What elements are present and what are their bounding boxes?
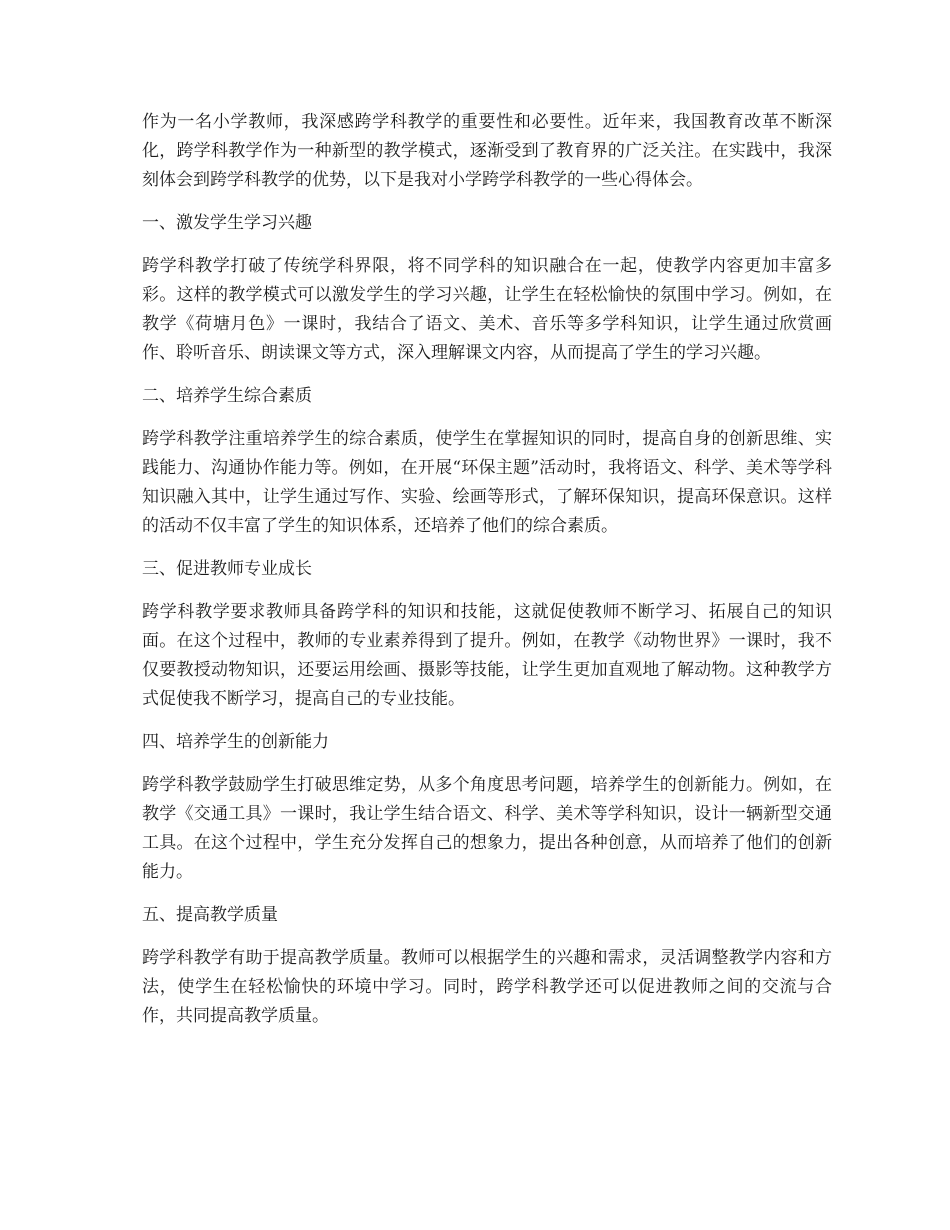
section-heading-2: 二、培养学生综合素质 (142, 386, 312, 406)
section-heading-4: 四、培养学生的创新能力 (142, 732, 329, 752)
section-paragraph-3: 跨学科教学要求教师具备跨学科的知识和技能，这就促使教师不断学习、拓展自己的知识面。在这个过程中，教师的专业素养得到了提升。例如，在教学《动物世界》一课时，我不仅要教授动物知识，还要运用绘画、摄影等技能，让学生更加直观地了解动物。这种教学方式促使我不断学习，提高自己的专业技能。 (142, 602, 832, 709)
section-paragraph-1: 跨学科教学打破了传统学科界限，将不同学科的知识融合在一起，使教学内容更加丰富多彩。这样的教学模式可以激发学生的学习兴趣，让学生在轻松愉快的氛围中学习。例如，在教学《荷塘月色》一课时，我结合了语文、美术、音乐等多学科知识，让学生通过欣赏画作、聆听音乐、朗读课文等方式，深入理解课文内容，从而提高了学生的学习兴趣。 (142, 256, 832, 363)
section-paragraph-2: 跨学科教学注重培养学生的综合素质，使学生在掌握知识的同时，提高自身的创新思维、实践能力、沟通协作能力等。例如，在开展“环保主题”活动时，我将语文、科学、美术等学科知识融入其中，让学生通过写作、实验、绘画等形式，了解环保知识，提高环保意识。这样的活动不仅丰富了学生的知识体系，还培养了他们的综合素质。 (142, 429, 832, 536)
section-heading-3: 三、促进教师专业成长 (142, 559, 312, 579)
section-heading-1: 一、激发学生学习兴趣 (142, 213, 312, 233)
section-paragraph-4: 跨学科教学鼓励学生打破思维定势，从多个角度思考问题，培养学生的创新能力。例如，在教学《交通工具》一课时，我让学生结合语文、科学、美术等学科知识，设计一辆新型交通工具。在这个过程中，学生充分发挥自己的想象力，提出各种创意，从而培养了他们的创新能力。 (142, 775, 832, 882)
intro-paragraph: 作为一名小学教师，我深感跨学科教学的重要性和必要性。近年来，我国教育改革不断深化，跨学科教学作为一种新型的教学模式，逐渐受到了教育界的广泛关注。在实践中，我深刻体会到跨学科教学的优势，以下是我对小学跨学科教学的一些心得体会。 (142, 112, 832, 190)
section-paragraph-5: 跨学科教学有助于提高教学质量。教师可以根据学生的兴趣和需求，灵活调整教学内容和方法，使学生在轻松愉快的环境中学习。同时，跨学科教学还可以促进教师之间的交流与合作，共同提高教学质量。 (142, 948, 832, 1026)
document-body (142, 108, 832, 1045)
section-heading-5: 五、提高教学质量 (142, 905, 278, 925)
